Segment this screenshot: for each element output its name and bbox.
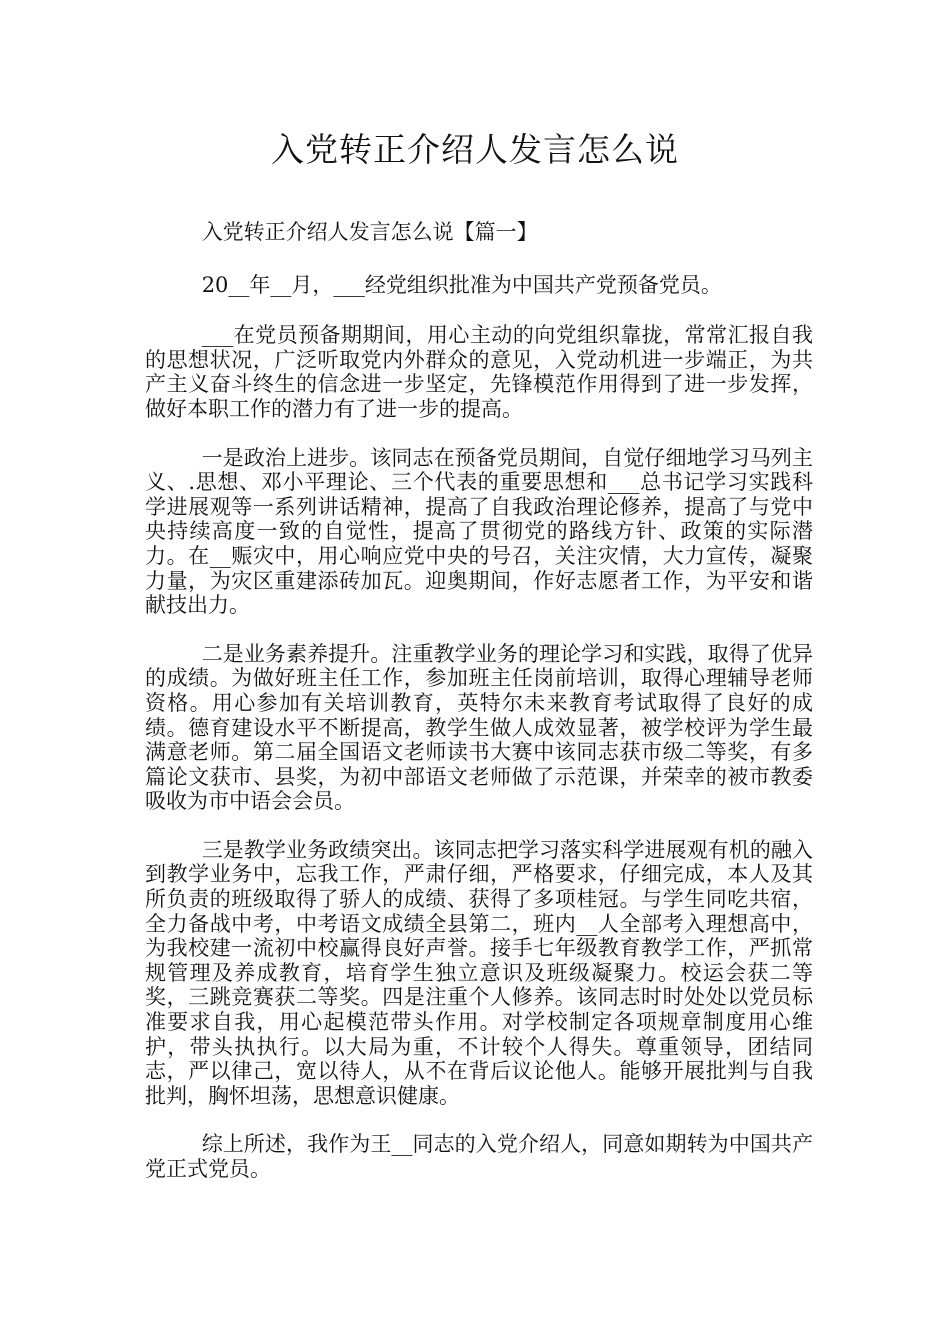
document-body [145,220,813,1206]
section-heading: 入党转正介绍人发言怎么说【篇一】 [201,220,538,244]
document-title: 入党转正介绍人发言怎么说 [271,130,679,169]
paragraph-conclusion: 综上所述，我作为王__同志的入党介绍人，同意如期转为中国共产党正式党员。 [145,1132,813,1181]
paragraph-probation-summary: ___在党员预备期期间，用心主动的向党组织靠拢，常常汇报自我的思想状况，广泛听取党内外群众的意见，入党动机进一步端正，为共产主义奋斗终生的信念进一步坚定，先锋模范作用得到了进一步发挥，做好本职工作的潜力有了进一步的提高。 [145,323,813,421]
paragraph-professional-growth: 二是业务素养提升。注重教学业务的理论学习和实践，取得了优异的成绩。为做好班主任工作，参加班主任岗前培训，取得心理辅导老师资格。用心参加有关培训教育，英特尔未来教育考试取得了良好的成绩。德育建设水平不断提高，教学生做人成效显著，被学校评为学生最满意老师。第二届全国语文老师读书大赛中该同志获市级二等奖，有多篇论文获市、县奖，为初中部语文老师做了示范课，并荣幸的被市教委吸收为市中语会会员。 [145,641,813,814]
paragraph-political-progress: 一是政治上进步。该同志在预备党员期间，自觉仔细地学习马列主义、.思想、邓小平理论、三个代表的重要思想和___总书记学习实践科学进展观等一系列讲话精神，提高了自我政治理论修养，提高了与党中央持续高度一致的自觉性，提高了贯彻党的路线方针、政策的实际潜力。在__赈灾中，用心响应党中央的号召，关注灾情，大力宣传，凝聚力量，为灾区重建添砖加瓦。迎奥期间，作好志愿者工作，为平安和谐献技出力。 [145,445,813,618]
paragraph-teaching-achievements: 三是教学业务政绩突出。该同志把学习落实科学进展观有机的融入到教学业务中，忘我工作，严肃仔细，严格要求，仔细完成，本人及其所负责的班级取得了骄人的成绩、获得了多项桂冠。与学生同吃共宿，全力备战中考，中考语文成绩全县第二，班内__人全部考入理想高中，为我校建一流初中校赢得良好声誉。接手七年级教育教学工作，严抓常规管理及养成教育，培育学生独立意识及班级凝聚力。校运会获二等奖，三跳竞赛获二等奖。四是注重个人修养。该同志时时处处以党员标准要求自我，用心起模范带头作用。对学校制定各项规章制度用心维护，带头执执行。以大局为重，不计较个人得失。尊重领导，团结同志，严以律己，宽以待人，从不在背后议论他人。能够开展批判与自我批判，胸怀坦荡，思想意识健康。 [145,837,813,1108]
approval-statement: 20__年__月，___经党组织批准为中国共产党预备党员。 [201,272,722,297]
